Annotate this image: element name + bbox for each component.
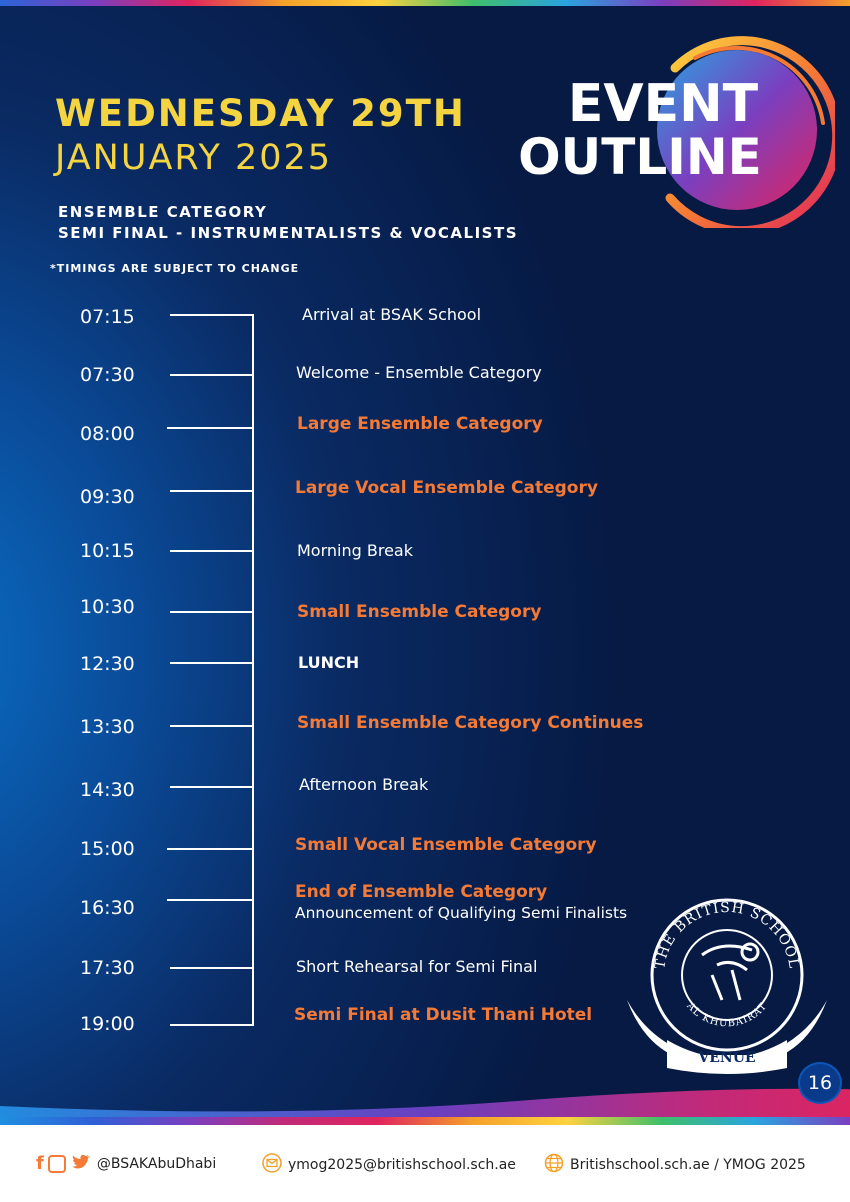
timeline-tick [170, 967, 254, 969]
time-label: 07:30 [80, 364, 135, 386]
badge-line-2: OUTLINE [518, 128, 762, 186]
event-label: Small Vocal Ensemble Category [295, 835, 597, 855]
timeline-tick [170, 662, 254, 664]
event-label: LUNCH [298, 653, 360, 672]
subtitle-category: ENSEMBLE CATEGORY [58, 203, 268, 221]
website-url: Britishschool.sch.ae / YMOG 2025 [570, 1157, 806, 1173]
facebook-icon[interactable]: f [36, 1153, 44, 1174]
timeline-tick [170, 786, 254, 788]
event-label: Large Vocal Ensemble Category [295, 478, 598, 498]
event-sublabel: Announcement of Qualifying Semi Finalists [295, 904, 628, 922]
instagram-icon[interactable] [48, 1155, 66, 1173]
svg-text:AL KHUBAIRAT: AL KHUBAIRAT [684, 1000, 770, 1030]
footer-email[interactable] [262, 1153, 516, 1177]
timeline-tick [167, 899, 254, 901]
time-label: 12:30 [80, 653, 135, 675]
footer-social[interactable] [36, 1153, 216, 1174]
timeline-tick [167, 848, 254, 850]
timeline-tick [170, 490, 254, 492]
footer-website[interactable] [544, 1153, 806, 1177]
school-seal-graphic [622, 880, 832, 1080]
event-outline-badge [505, 28, 835, 228]
social-handle: @BSAKAbuDhabi [96, 1155, 217, 1172]
event-label: Afternoon Break [299, 775, 429, 794]
footer [0, 1125, 850, 1202]
timeline-tick [170, 611, 254, 613]
timing-note: *TIMINGS ARE SUBJECT TO CHANGE [50, 262, 300, 275]
event-label: Small Ensemble Category Continues [297, 713, 644, 733]
bottom-color-strip [0, 1117, 850, 1125]
page-number: 16 [798, 1062, 842, 1104]
email-icon [262, 1153, 282, 1177]
date-line-1: WEDNESDAY 29TH [55, 92, 466, 135]
globe-icon [544, 1153, 564, 1177]
event-label: Morning Break [297, 541, 413, 560]
timeline-tick [170, 374, 254, 376]
event-label: Small Ensemble Category [297, 602, 542, 622]
time-label: 13:30 [80, 716, 135, 738]
timeline-tick [170, 550, 254, 552]
svg-text:VENUE: VENUE [698, 1050, 756, 1066]
event-label: End of Ensemble Category [295, 882, 548, 902]
timeline-tick [170, 725, 254, 727]
time-label: 07:15 [80, 306, 135, 328]
event-label: Welcome - Ensemble Category [296, 363, 542, 382]
event-label: Large Ensemble Category [297, 414, 543, 434]
time-label: 14:30 [80, 779, 135, 801]
timeline-vertical-line [252, 314, 254, 1026]
date-line-2: JANUARY 2025 [55, 138, 333, 178]
time-label: 17:30 [80, 957, 135, 979]
timeline-tick [170, 314, 254, 316]
svg-text:THE BRITISH SCHOOL: THE BRITISH SCHOOL [652, 899, 802, 971]
timeline-tick [167, 427, 254, 429]
time-label: 15:00 [80, 838, 135, 860]
time-label: 10:30 [80, 596, 135, 618]
event-label: Arrival at BSAK School [302, 305, 482, 324]
time-label: 09:30 [80, 486, 135, 508]
time-label: 10:15 [80, 540, 135, 562]
event-label: Short Rehearsal for Semi Final [296, 957, 538, 976]
subtitle-semi-final: SEMI FINAL - INSTRUMENTALISTS & VOCALISTS [58, 224, 518, 242]
event-label: Semi Final at Dusit Thani Hotel [294, 1005, 593, 1025]
time-label: 16:30 [80, 897, 135, 919]
time-label: 19:00 [80, 1013, 135, 1035]
school-seal [622, 880, 832, 1080]
twitter-icon[interactable] [71, 1154, 91, 1174]
top-color-strip [0, 0, 850, 6]
time-label: 08:00 [80, 423, 135, 445]
email-address: ymog2025@britishschool.sch.ae [288, 1157, 516, 1173]
badge-line-1: EVENT [567, 74, 759, 134]
timeline-tick [170, 1024, 254, 1026]
